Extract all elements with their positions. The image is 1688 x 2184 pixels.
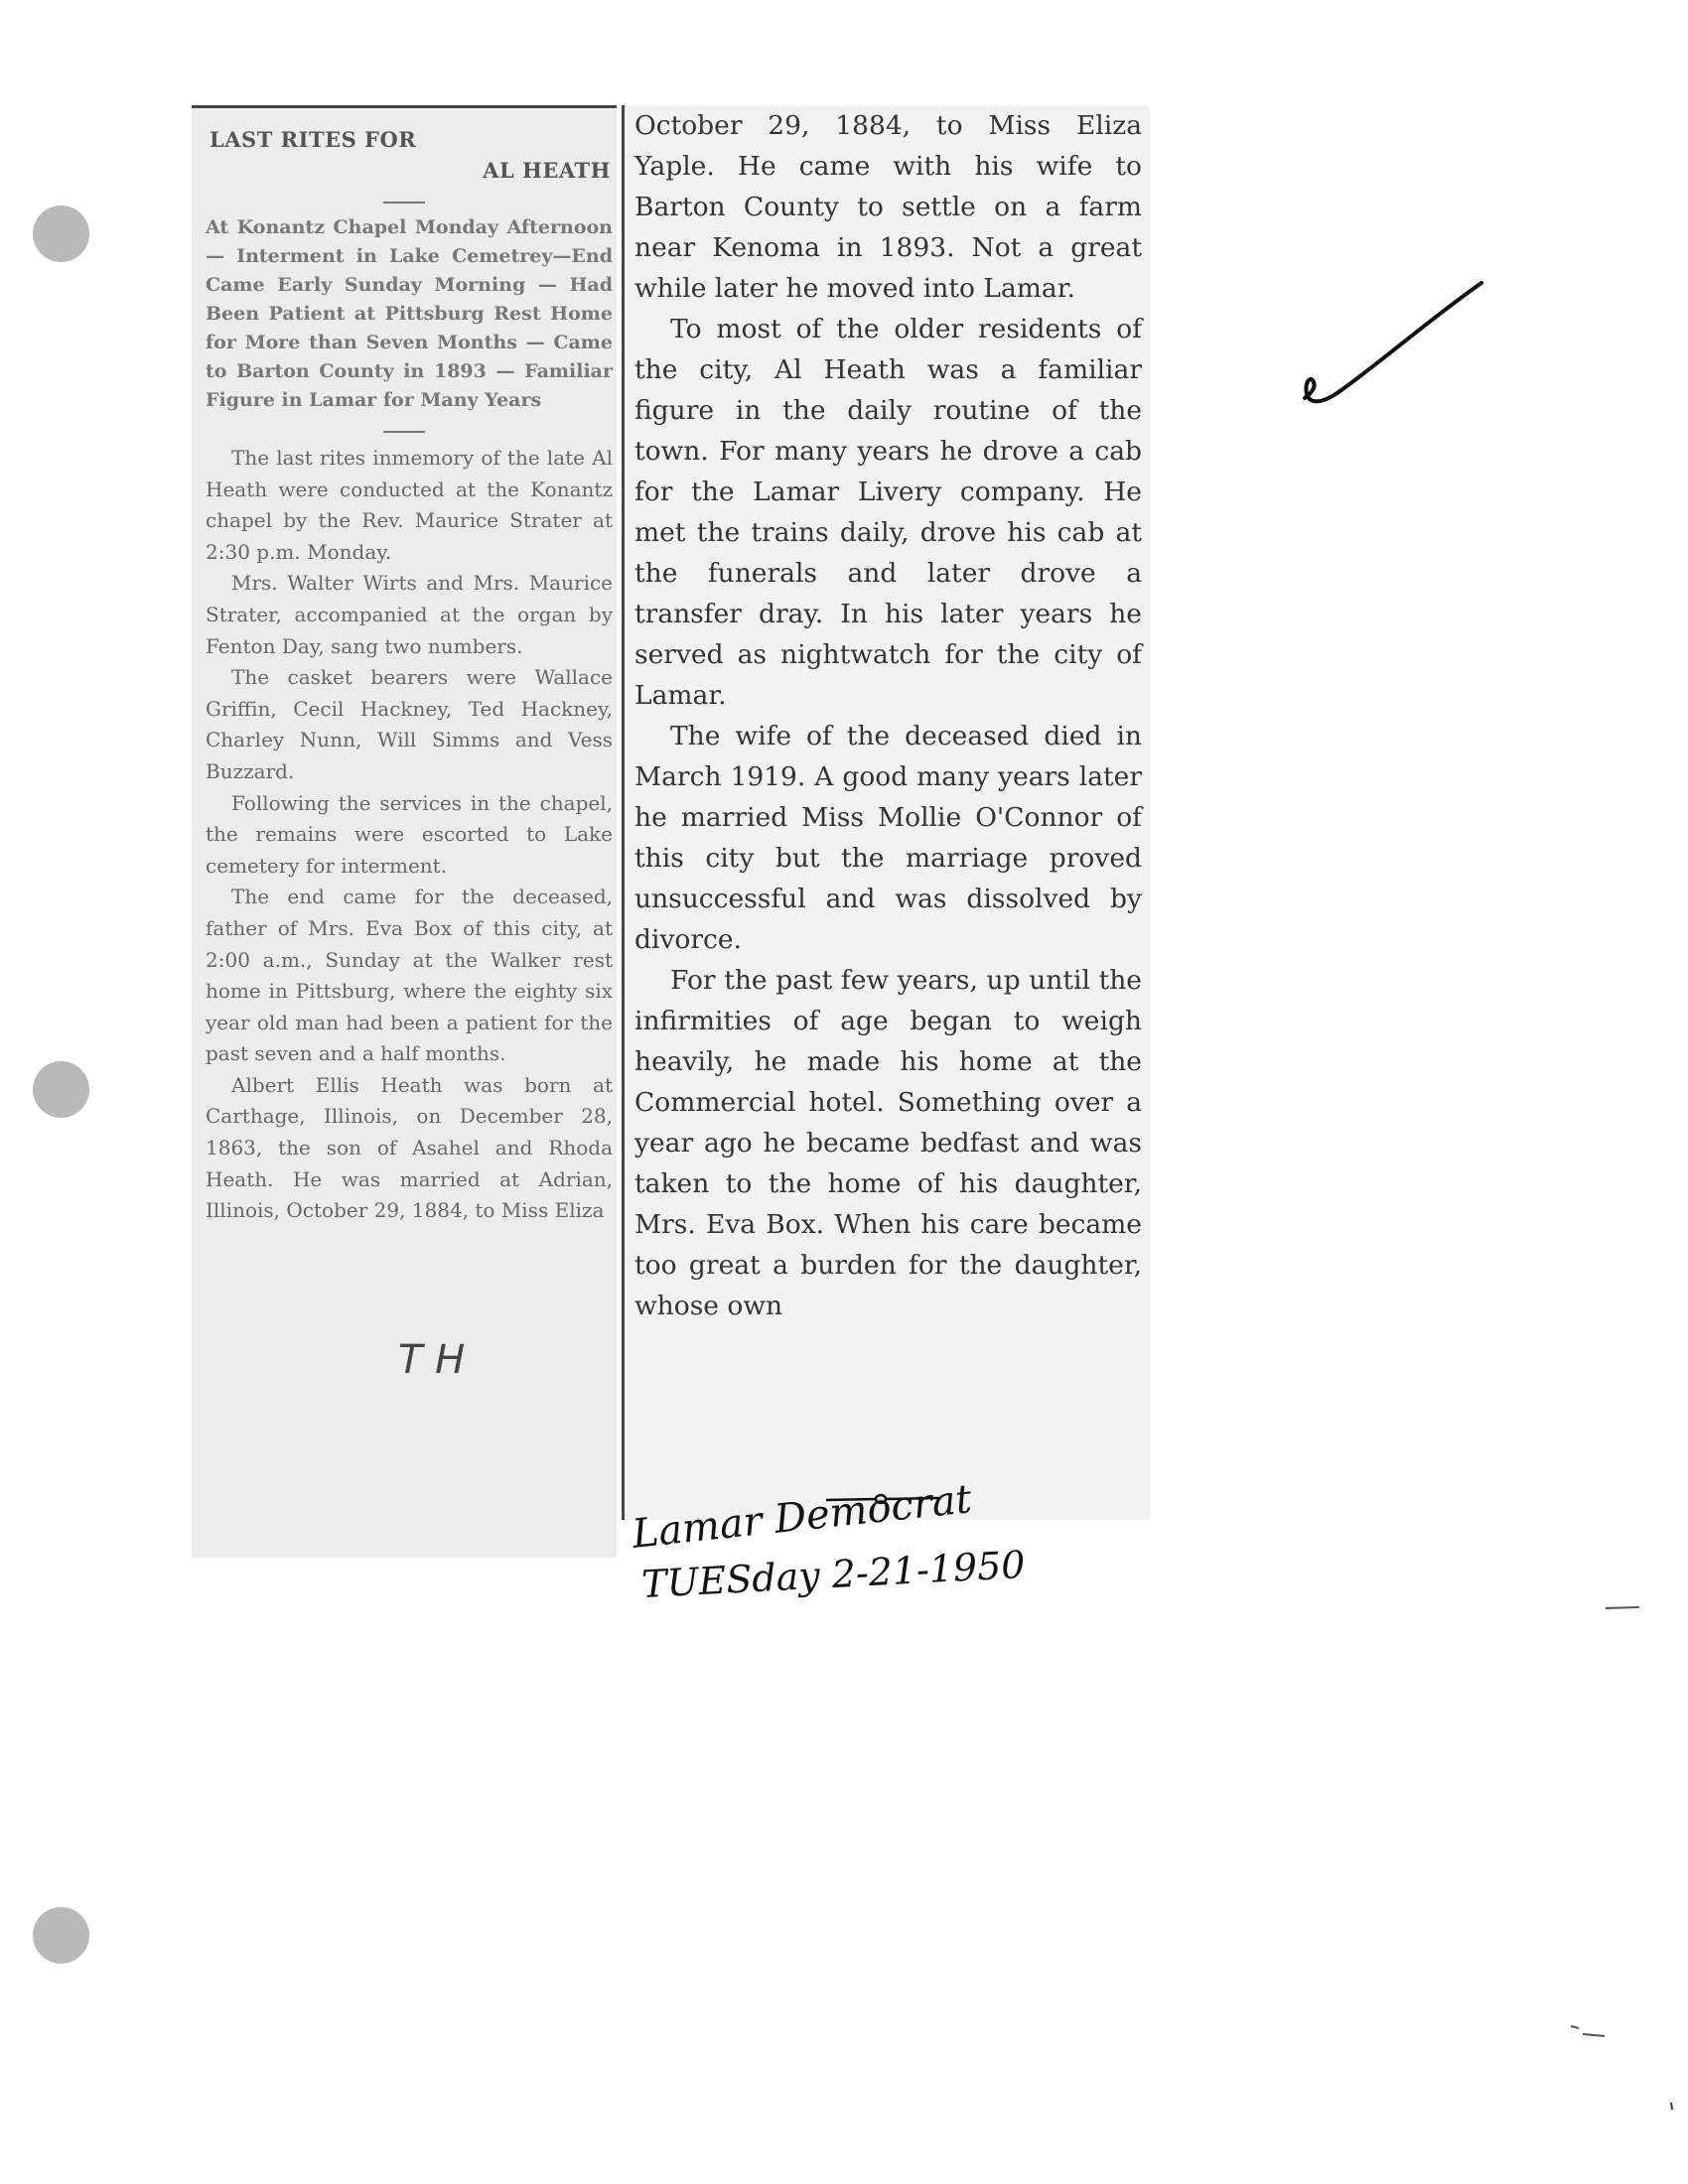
divider — [383, 202, 425, 204]
paragraph: October 29, 1884, to Miss Eliza Yaple. He came with his wife to Barton County to settle on a farm near Kenoma in 1893. Not a great while later he moved into Lamar. — [634, 110, 1142, 304]
clipping-right-column — [622, 105, 1150, 1520]
paragraph: Following the services in the chapel, the remains were escorted to Lake cemetery for interment. — [206, 790, 613, 878]
check-mark-icon — [1299, 281, 1487, 420]
subheadline-deck — [192, 213, 617, 415]
newspaper-clipping — [192, 105, 1147, 1555]
stray-mark — [1604, 1602, 1643, 1612]
article-body-right — [625, 105, 1150, 1326]
stray-mark — [1569, 2023, 1609, 2043]
paragraph: Mrs. Walter Wirts and Mrs. Maurice Strater, accompanied at the organ by Fenton Day, sang two numbers. — [206, 571, 613, 658]
punch-hole-bottom — [33, 1907, 89, 1964]
article-body-left — [192, 443, 617, 1227]
headline-line-2: AL HEATH — [483, 158, 611, 183]
handwritten-flourish — [824, 1488, 943, 1508]
paragraph: The end came for the deceased, father of Mrs. Eva Box of this city, at 2:00 a.m., Sunday at the Walker rest home in Pittsburg, where the eighty six year old man had been a patient for the past seven and a half months. — [206, 885, 613, 1066]
paragraph: The casket bearers were Wallace Griffin, Cecil Hackney, Ted Hackney, Charley Nunn, Will Simms and Vess Buzzard. — [206, 665, 613, 783]
paragraph: Albert Ellis Heath was born at Carthage, Illinois, on December 28, 1863, the son of Asahel and Rhoda Heath. He was married at Adrian, Illinois, October 29, 1884, to Miss Eliza — [206, 1072, 613, 1223]
deck-text: At Konantz Chapel Monday Afternoon — Interment in Lake Cemetrey—End Came Early Sunday Morning — Had Been Patient at Pittsburg Rest Home for More than Seven Months — Came to Barton County in 1893 — Familiar Figure in Lamar for Many Years — [206, 216, 613, 411]
headline-line-1: LAST RITES FOR — [210, 127, 417, 152]
punch-hole-top — [33, 205, 89, 262]
headline — [210, 124, 617, 186]
paragraph: To most of the older residents of the city, Al Heath was a familiar figure in the daily routine of the town. For many years he drove a cab for the Lamar Livery company. He met the trains daily, drove his cab at the funerals and later drove a transfer dray. In his later years he served as nightwatch for the city of Lamar. — [634, 314, 1142, 711]
punch-hole-middle — [33, 1061, 89, 1118]
paragraph: The wife of the deceased died in March 1919. A good many years later he married Miss Mollie O'Connor of this city but the marriage proved unsuccessful and was dissolved by divorce. — [634, 721, 1142, 955]
paragraph: For the past few years, up until the infirmities of age began to weigh heavily, he made his home at the Commercial hotel. Something over a year ago he became bedfast and was taken to the home of his daughter, Mrs. Eva Box. When his care became too great a burden for the daughter, whose own — [634, 965, 1142, 1321]
stray-mark — [1668, 2102, 1676, 2112]
paragraph: The last rites inmemory of the late Al Heath were conducted at the Konantz chapel by the Rev. Maurice Strater at 2:30 p.m. Monday. — [206, 446, 613, 564]
handwritten-date: TUESday 2-21-1950 — [640, 1542, 1027, 1607]
handwritten-initials: T H — [398, 1337, 466, 1383]
handwritten-newspaper-name: Lamar Democrat — [630, 1476, 974, 1558]
divider — [383, 431, 425, 433]
